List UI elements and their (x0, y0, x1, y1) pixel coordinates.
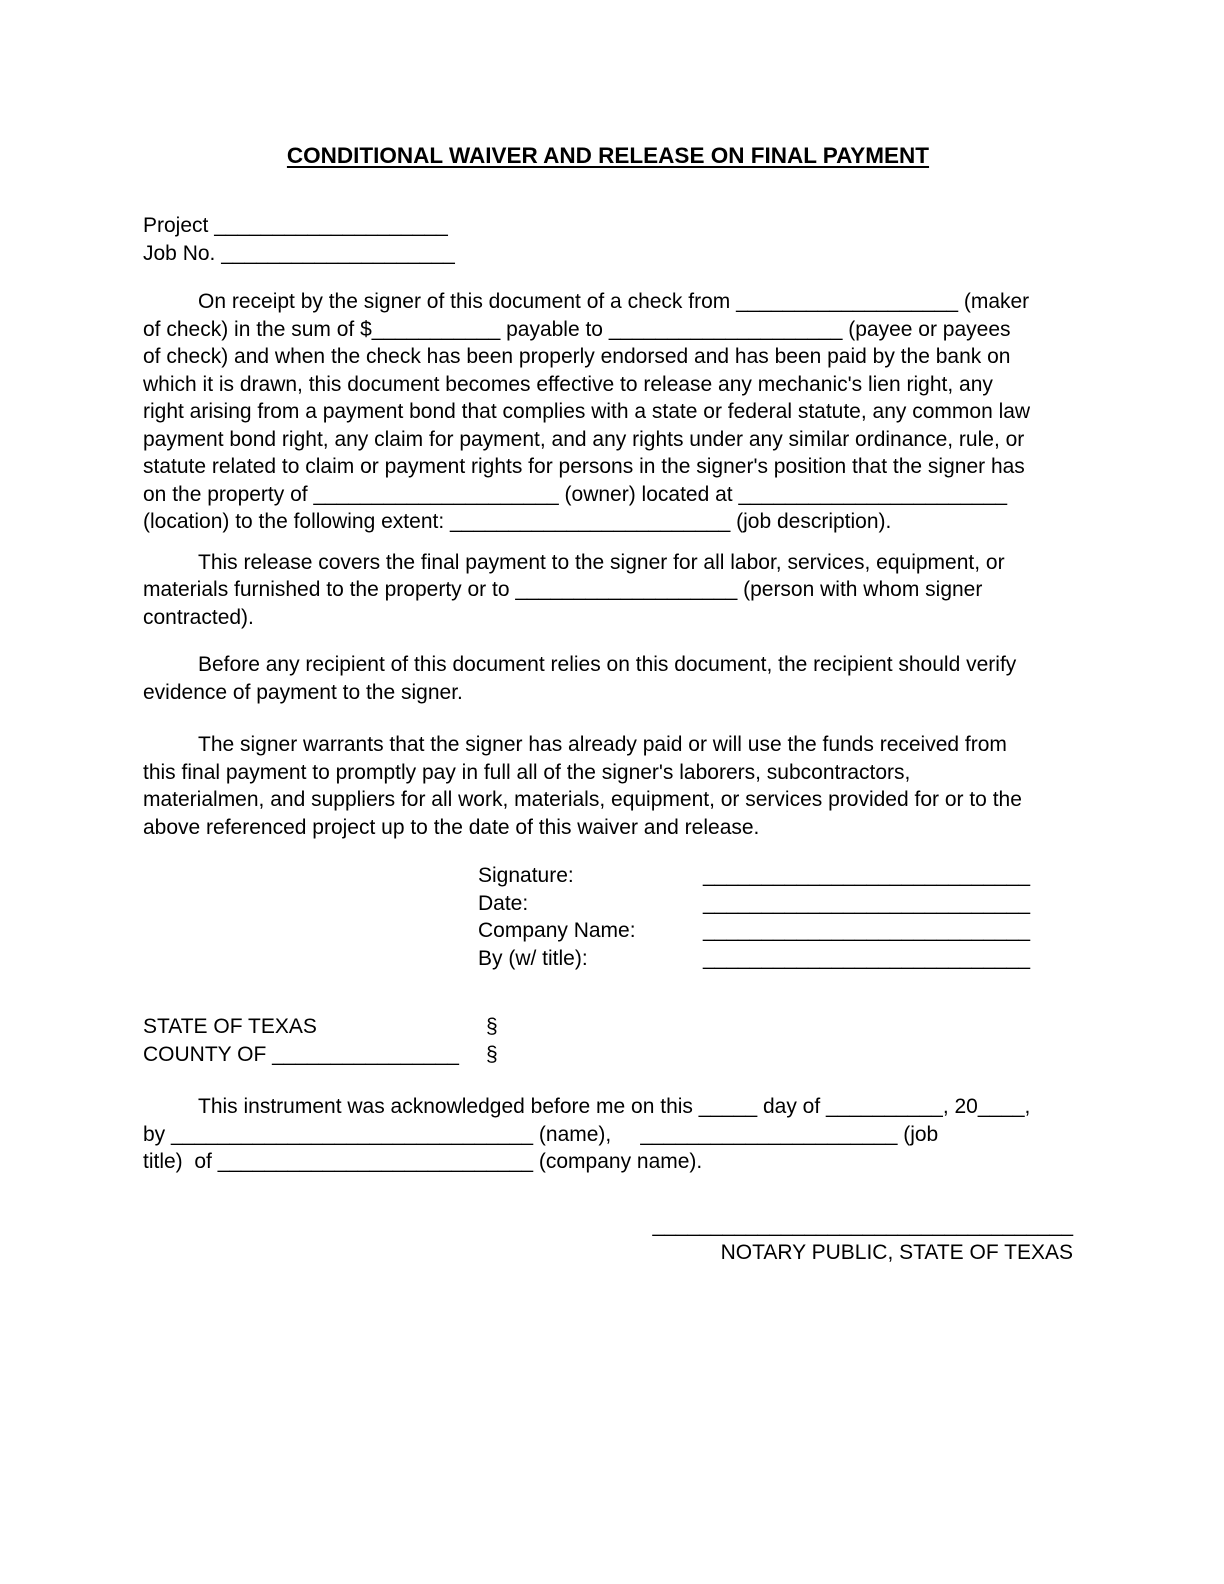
text-line: of check) in the sum of $___________ payable to ____________________ (payee or payees (143, 317, 1011, 341)
paragraph-acknowledgment (143, 1093, 1073, 1176)
project-blank-line: ____________________ (214, 214, 448, 237)
text-line: (location) to the following extent: ________________________ (job description). (143, 510, 892, 533)
date-blank-line: ____________________________ (703, 891, 1031, 915)
date-label: Date: (478, 891, 529, 915)
text-line: statute related to claim or payment rights for persons in the signer's position that the signer has (143, 455, 1025, 478)
text-line: above referenced project up to the date of this waiver and release. (143, 815, 760, 839)
state-label: STATE OF TEXAS (143, 1015, 317, 1038)
job-no-field (143, 240, 1073, 268)
text-line: This release covers the final payment to the signer for all labor, services, equipment, or (198, 550, 1005, 574)
paragraph-conditional-release (143, 288, 1073, 536)
text-line: right arising from a payment bond that complies with a state or federal statute, any common law (143, 400, 1031, 423)
paragraph-signer-warranty (143, 731, 1073, 841)
paragraph-final-payment-coverage (143, 549, 1073, 632)
notary-signature-line: ____________________________________ (652, 1213, 1073, 1237)
state-line (143, 1013, 1073, 1041)
text-line: evidence of payment to the signer. (143, 680, 463, 704)
document-title: CONDITIONAL WAIVER AND RELEASE ON FINAL PAYMENT (286, 143, 930, 168)
text-line: of check) and when the check has been properly endorsed and has been paid by the bank on (143, 345, 1011, 368)
text-line: On receipt by the signer of this document of a check from ___________________ (maker (198, 290, 1030, 313)
section-symbol: § (486, 1015, 498, 1038)
text-line: title) of ___________________________ (company name). (143, 1150, 703, 1173)
by-title-label: By (w/ title): (478, 946, 588, 970)
header-fields (143, 212, 1073, 267)
job-no-blank-line: ____________________ (221, 241, 455, 265)
text-line: payment bond right, any claim for payment, and any rights under any similar ordinance, rule, or (143, 427, 1025, 451)
notary-block (143, 1212, 1073, 1267)
paragraph-verify-payment (143, 651, 1073, 706)
signature-block (478, 862, 1073, 972)
project-field (143, 212, 1073, 240)
project-label: Project (143, 214, 215, 237)
text-line: materialmen, and suppliers for all work, materials, equipment, or services provided for or to the (143, 788, 1022, 811)
text-line: by _______________________________ (name), ______________________ (job (143, 1122, 939, 1146)
text-line: contracted). (143, 605, 254, 629)
text-line: materials furnished to the property or to ___________________ (person with whom signer (143, 578, 983, 601)
jurisdiction-block (143, 1013, 1073, 1068)
text-line: which it is drawn, this document becomes effective to release any mechanic's lien right, any (143, 372, 993, 396)
by-title-blank-line: ____________________________ (703, 946, 1031, 970)
text-line: Before any recipient of this document relies on this document, the recipient should verify (198, 653, 1017, 676)
text-line: on the property of _____________________ (owner) located at _______________________ (143, 482, 1008, 506)
signature-blank-line: ____________________________ (703, 864, 1031, 887)
text-line: This instrument was acknowledged before me on this _____ day of __________, 20____, (198, 1095, 1031, 1118)
signature-label: Signature: (478, 864, 574, 887)
text-line: The signer warrants that the signer has already paid or will use the funds received from (198, 733, 1007, 756)
company-name-label: Company Name: (478, 919, 636, 942)
section-symbol: § (486, 1042, 498, 1066)
county-label: COUNTY OF ________________ (143, 1042, 459, 1066)
notary-label: NOTARY PUBLIC, STATE OF TEXAS (720, 1241, 1073, 1264)
text-line: this final payment to promptly pay in full all of the signer's laborers, subcontractors, (143, 760, 911, 784)
county-line (143, 1041, 1073, 1069)
company-name-blank-line: ____________________________ (703, 919, 1031, 942)
job-no-label: Job No. (143, 241, 222, 265)
